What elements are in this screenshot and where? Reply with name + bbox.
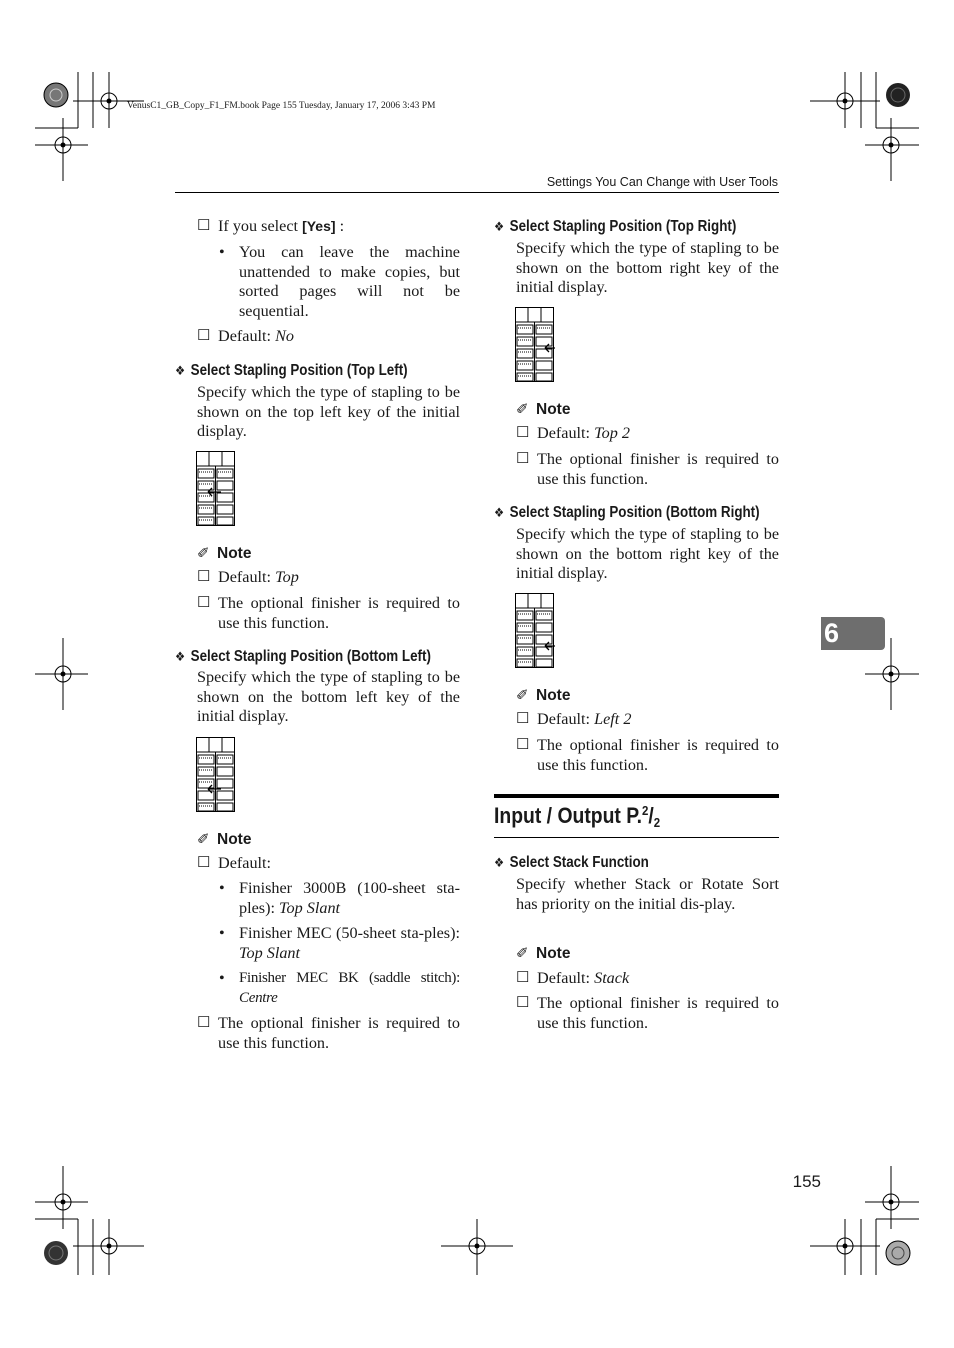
default-label: Default:: [218, 327, 276, 345]
checkbox-icon: ☐: [516, 970, 530, 986]
default-label: Default:: [537, 969, 595, 987]
default-value: No: [275, 327, 294, 345]
note-label: Note: [217, 831, 252, 848]
section-heading-bottom-right: [494, 503, 760, 523]
default-label: Default:: [537, 710, 595, 728]
default-label: Default:: [218, 854, 272, 872]
section-heading-top-right: [494, 217, 736, 237]
default-item: [175, 568, 460, 588]
section-title-text: Select Stapling Position (Bottom Right): [509, 504, 760, 521]
default-value: Stack: [594, 969, 630, 987]
finisher-text: The optional finisher is required to use this function.: [537, 736, 779, 774]
checkbox-icon: ☐: [516, 425, 530, 441]
section-title-top-rule: [494, 794, 779, 798]
section-title-text: Select Stack Function: [509, 854, 649, 871]
bullet-item: [175, 243, 460, 321]
default-item: [494, 424, 779, 444]
stapling-position-diagram: [196, 737, 236, 813]
bullet-icon: •: [219, 969, 225, 987]
checkbox-icon: ☐: [197, 855, 211, 871]
page-number: 155: [792, 1172, 821, 1191]
section-title-input-output: [494, 803, 660, 830]
if-select-prefix: If you select: [218, 217, 303, 235]
finisher-item: [175, 594, 460, 633]
chapter-number: 6: [824, 618, 840, 648]
checkbox-icon: ☐: [197, 569, 211, 585]
stapling-position-diagram: [515, 307, 555, 383]
bullet-text: Finisher MEC (50-sheet sta-ples):: [239, 924, 460, 942]
section-heading-top-left: [175, 361, 408, 381]
running-header: Settings You Can Change with User Tools: [546, 175, 778, 189]
note-heading: [516, 400, 570, 420]
section-title-slash: /: [648, 803, 654, 828]
default-item: [494, 710, 779, 730]
section-title-text: Select Stapling Position (Top Left): [190, 362, 408, 379]
chapter-tab: [821, 617, 885, 650]
finisher-text: The optional finisher is required to use this function.: [218, 1014, 460, 1052]
bullet-icon: •: [219, 879, 225, 897]
checkbox-icon: ☐: [516, 451, 530, 467]
note-heading: [197, 544, 251, 564]
default-value: Top: [275, 568, 299, 586]
default-value: Left 2: [594, 710, 632, 728]
finisher-item: [494, 994, 779, 1033]
default-item: [494, 969, 779, 989]
section-title-main: Input / Output P.: [494, 803, 643, 828]
pencil-icon: ✐: [197, 545, 210, 562]
note-heading: [516, 686, 570, 706]
header-rule: [175, 192, 779, 193]
pencil-icon: ✐: [197, 831, 210, 848]
bullet-icon: •: [219, 243, 225, 261]
section-heading-stack-function: [494, 853, 649, 873]
bullet-item: [175, 879, 460, 918]
note-heading: [197, 830, 251, 850]
default-item: [175, 327, 460, 347]
bullet-text: You can leave the machine unattended to make copies, but sorted pages will not be sequential.: [239, 243, 460, 320]
bullet-text: Finisher MEC BK (saddle stitch):: [239, 970, 460, 986]
pencil-icon: ✐: [516, 687, 529, 704]
note-label: Note: [536, 401, 571, 418]
pencil-icon: ✐: [516, 945, 529, 962]
note-label: Note: [217, 545, 252, 562]
bullet-value: Centre: [239, 989, 278, 1006]
finisher-item: [494, 450, 779, 489]
finisher-text: The optional finisher is required to use this function.: [537, 450, 779, 488]
bullet-item: [175, 969, 460, 1008]
yes-key: [Yes]: [302, 218, 336, 234]
default-item: [175, 854, 460, 874]
default-label: Default:: [537, 424, 595, 442]
section-title-text: Select Stapling Position (Top Right): [509, 218, 737, 235]
diamond-icon: ❖: [494, 505, 505, 520]
diamond-icon: ❖: [175, 363, 186, 378]
finisher-text: The optional finisher is required to use this function.: [537, 994, 779, 1032]
if-select-item: [175, 217, 460, 237]
checkbox-icon: ☐: [197, 218, 211, 234]
checkbox-icon: ☐: [516, 995, 530, 1011]
stapling-position-diagram: [196, 451, 236, 527]
checkbox-icon: ☐: [516, 737, 530, 753]
finisher-item: [175, 1014, 460, 1053]
bullet-icon: •: [219, 924, 225, 942]
bullet-value: Top Slant: [239, 943, 301, 962]
section-description: Specify whether Stack or Rotate Sort has priority on the initial dis-play.: [516, 875, 779, 913]
section-heading-bottom-left: [175, 647, 431, 667]
section-description: Specify which the type of stapling to be shown on the top left key of the initial display.: [197, 383, 460, 441]
section-title-bottom-rule: [494, 837, 779, 838]
finisher-item: [494, 736, 779, 775]
finisher-text: The optional finisher is required to use this function.: [218, 594, 460, 632]
section-title-sup: 2: [642, 803, 649, 818]
section-title-text: Select Stapling Position (Bottom Left): [190, 648, 431, 665]
if-select-suffix: :: [335, 217, 345, 235]
checkbox-icon: ☐: [516, 711, 530, 727]
bullet-text: Finisher 3000B (100-sheet sta-ples):: [239, 879, 460, 917]
diamond-icon: ❖: [175, 649, 186, 664]
note-label: Note: [536, 945, 571, 962]
checkbox-icon: ☐: [197, 595, 211, 611]
checkbox-icon: ☐: [197, 328, 211, 344]
note-label: Note: [536, 687, 571, 704]
section-title-sub: 2: [653, 815, 661, 830]
section-description: Specify which the type of stapling to be shown on the bottom right key of the initial display.: [516, 239, 779, 297]
stapling-position-diagram: [515, 593, 555, 669]
bullet-item: [175, 924, 460, 963]
checkbox-icon: ☐: [197, 1015, 211, 1031]
default-value: Top 2: [594, 424, 630, 442]
section-description: Specify which the type of stapling to be shown on the bottom right key of the initial display.: [516, 525, 779, 583]
pencil-icon: ✐: [516, 401, 529, 418]
section-description: Specify which the type of stapling to be shown on the bottom left key of the initial display.: [197, 668, 460, 726]
diamond-icon: ❖: [494, 219, 505, 234]
note-heading: [516, 944, 570, 964]
default-label: Default:: [218, 568, 276, 586]
bullet-value: Top Slant: [279, 898, 341, 917]
diamond-icon: ❖: [494, 855, 505, 870]
book-meta-line: VenusC1_GB_Copy_F1_FM.book Page 155 Tuesday, January 17, 2006 3:43 PM: [127, 101, 436, 111]
